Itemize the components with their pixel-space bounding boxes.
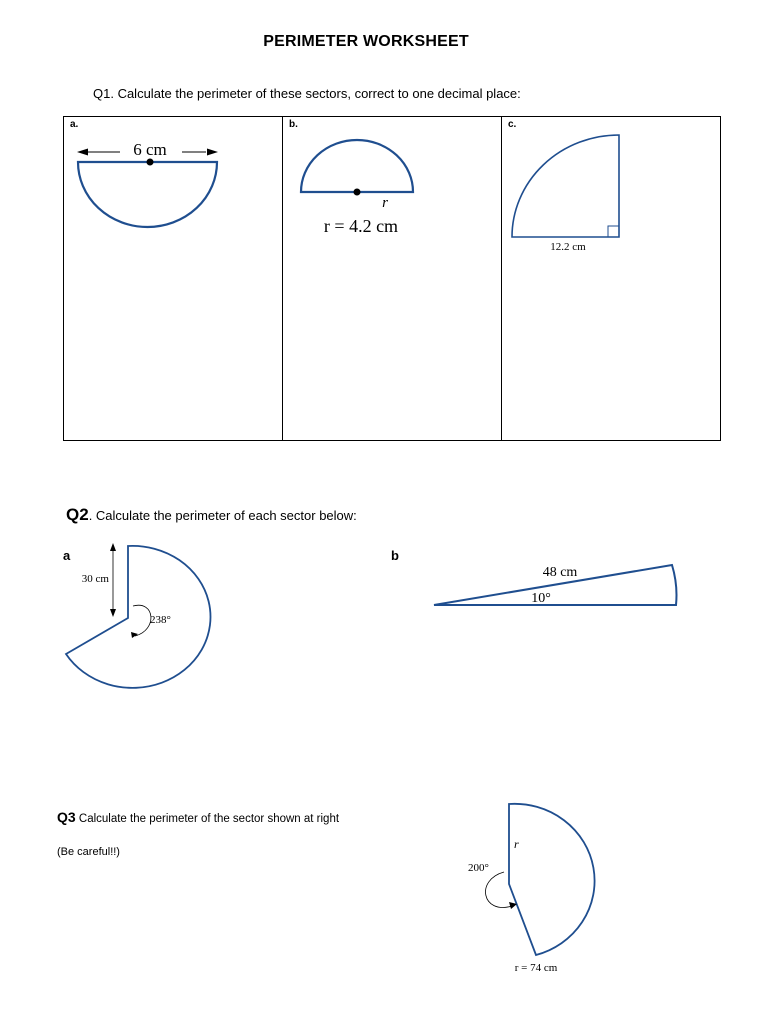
q3-note: (Be careful!!) [57,846,120,858]
q1-cell-c [502,117,720,440]
q3-angle-label: 200° [468,862,489,874]
q2-instruction [66,505,357,525]
q1-table [63,116,721,441]
q1a-diameter-label: 6 cm [133,140,167,159]
q2-instruction-text: . Calculate the perimeter of each sector below: [88,508,357,523]
q2a-label: a [63,548,71,563]
q3-number: Q3 [57,809,76,825]
q1-cell-b-label: b. [289,119,298,130]
q3-instruction-text: Calculate the perimeter of the sector shown at right [75,813,340,825]
q1-cell-a-label: a. [70,119,79,130]
q1b-radius-symbol: r [382,195,388,211]
q2a-radius-label: 30 cm [81,573,109,585]
q3-instruction [57,809,339,825]
q3-radius-symbol: r [514,837,519,851]
q1-semicircle-b-diagram [283,117,502,247]
q1b-radius-label: r = 4.2 cm [323,216,399,236]
q1c-radius-label: 12.2 cm [550,241,586,253]
q2b-radius-label: 48 cm [542,565,578,580]
q2a-angle-label: 238° [150,614,171,626]
q3-radius-label: r = 74 cm [514,962,558,974]
q2b-angle-label: 10° [531,591,551,606]
q2b-label: b [391,548,399,563]
q1-instruction: Q1. Calculate the perimeter of these sectors, correct to one decimal place: [93,86,521,101]
q1-cell-b [283,117,502,440]
q2-diagrams [0,530,768,800]
q1-cell-c-label: c. [508,119,517,130]
q1-cell-a [64,117,283,440]
q2-number: Q2 [66,505,89,524]
worksheet-title: PERIMETER WORKSHEET [263,33,469,50]
q3-diagram [440,790,640,990]
q1-semicircle-diagram [64,117,283,247]
q1-quadrant-diagram [502,117,721,262]
